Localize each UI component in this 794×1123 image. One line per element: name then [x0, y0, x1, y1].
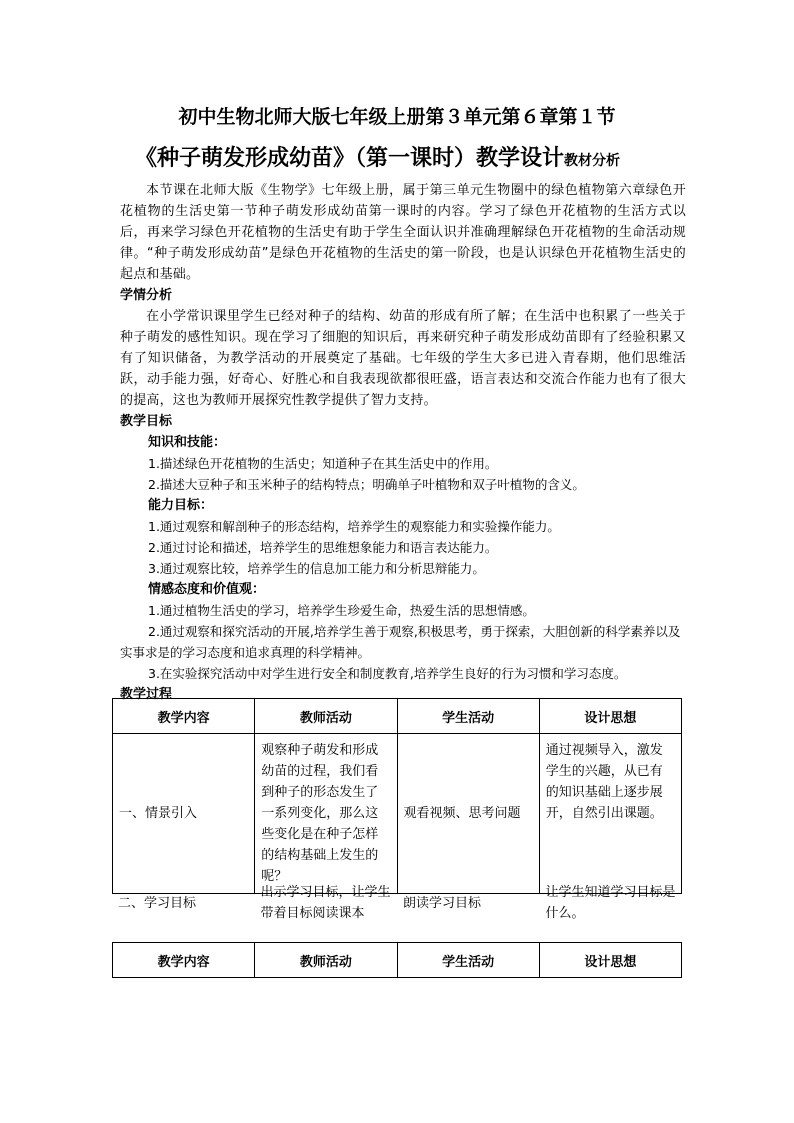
table-header: 教学内容: [113, 943, 255, 978]
knowledge-item: 1.描述绿色开花植物的生活史；知道种子在其生活史中的作用。: [148, 456, 498, 471]
table-cell: 让学生知道学习目标是什么。: [545, 885, 676, 921]
section-heading-student: 学情分析: [120, 288, 173, 303]
table-header: 设计思想: [539, 699, 681, 734]
process-table-row-2: [112, 882, 682, 924]
knowledge-item: 2.描述大豆种子和玉米种子的结构特点；明确单子叶植物和双子叶植物的含义。: [148, 477, 585, 492]
table-cell: 朗读学习目标: [403, 895, 482, 911]
process-table: [112, 698, 682, 894]
table-cell: 出示学习目标，让学生带着目标阅读课本: [260, 885, 391, 921]
table-header: 教师活动: [255, 943, 397, 978]
ability-item: 3.通过观察比较，培养学生的信息加工能力和分析思辩能力。: [148, 561, 485, 576]
table-cell: 通过视频导入，激发学生的兴趣，从已有的知识基础上逐步展开，自然引出课题。: [545, 743, 663, 821]
table-header: 学生活动: [397, 699, 539, 734]
table-row: [113, 734, 682, 894]
attitude-item: 2.通过观察和探究活动的开展,培养学生善于观察,积极思考，勇于探索，大胆创新的科学素养以及实事求是的学习态度和追求真理的科学精神。: [120, 624, 681, 660]
attitude-heading: 情感态度和价值观：: [148, 582, 266, 597]
table-cell: 一、情景引入: [119, 806, 198, 821]
material-analysis-paragraph: 本节课在北师大版《生物学》七年级上册，属于第三单元生物圈中的绿色植物第六章绿色开花植物的生活史第一节种子萌发形成幼苗第一课时的内容。学习了绿色开花植物的生活方式以后，再来学习绿色开花植物的生活史有助于学生全面认识并准确理解绿色开花植物的生命活动规律。“种子萌发形成幼苗”是绿色开花植物的生活史的第一阶段，也是认识绿色开花植物生活史的起点和基础。: [120, 183, 686, 282]
ability-heading: 能力目标：: [148, 498, 214, 513]
process-table-continued: [112, 942, 682, 978]
section-heading-material: 教材分析: [564, 153, 621, 169]
section-heading-objectives: 教学目标: [120, 414, 173, 429]
table-row: [112, 882, 682, 924]
document-title-main: 《种子萌发形成幼苗》（第一课时）教学设计: [135, 146, 565, 171]
table-cell: 二、学习目标: [118, 895, 197, 911]
knowledge-heading: 知识和技能：: [148, 435, 227, 450]
attitude-item: 1.通过植物生活史的学习，培养学生珍爱生命，热爱生活的思想情感。: [148, 603, 535, 618]
attitude-item: 3.在实验探究活动中对学生进行安全和制度教育,培养学生良好的行为习惯和学习态度。: [148, 666, 627, 681]
ability-item: 2.通过讨论和描述，培养学生的思维想象能力和语言表达能力。: [148, 540, 498, 555]
document-body: [120, 180, 686, 705]
section-heading-process: 教学过程: [120, 687, 173, 702]
table-header-row: [113, 699, 682, 734]
table-header: 教学内容: [113, 699, 255, 734]
table-header: 教师活动: [255, 699, 397, 734]
table-cell: 观察种子萌发和形成幼苗的过程，我们看到种子的形态发生了一系列变化，那么这些变化是在种子怎样的结构基础上发生的呢？: [261, 743, 379, 884]
ability-item: 1.通过观察和解剖种子的形态结构，培养学生的观察能力和实验操作能力。: [148, 519, 560, 534]
table-header-row: [113, 943, 682, 978]
student-analysis-paragraph: 在小学常识课里学生已经对种子的结构、幼苗的形成有所了解；在生活中也积累了一些关于种子萌发的感性知识。现在学习了细胞的知识后，再来研究种子萌发形成幼苗即有了经验积累又有了知识储备，为教学活动的开展奠定了基础。七年级的学生大多已进入青春期，他们思维活跃，动手能力强，好奇心、好胜心和自我表现欲都很旺盛，语言表达和交流合作能力也有了很大的提高，这也为教师开展探究性教学提供了智力支持。: [120, 309, 686, 408]
table-cell: 观看视频、思考问题: [403, 806, 521, 821]
document-title-line1: 初中生物北师大版七年级上册第３单元第６章第１节: [178, 106, 616, 128]
table-header: 学生活动: [397, 943, 539, 978]
table-header: 设计思想: [539, 943, 681, 978]
document-title-line2: [135, 144, 620, 176]
